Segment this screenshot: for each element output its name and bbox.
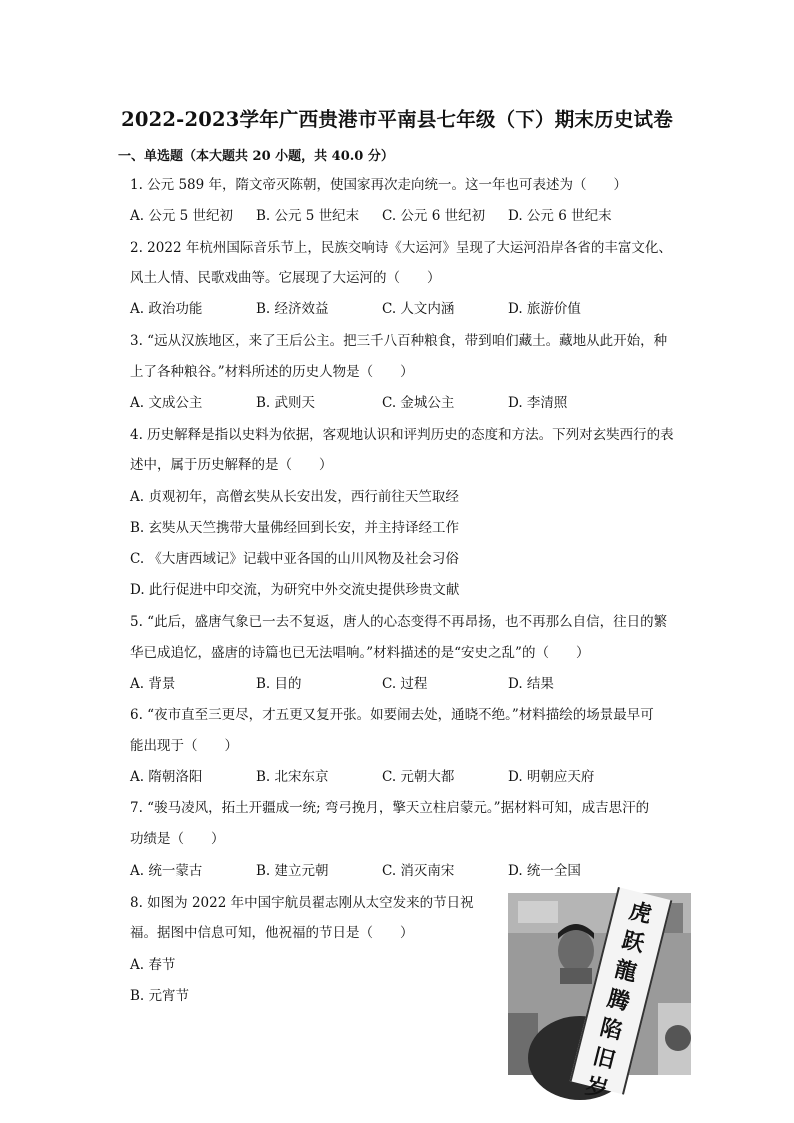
question-5-option-b[interactable]: B. 目的	[256, 676, 302, 692]
banner-char-6: 旧	[590, 1044, 618, 1074]
question-7-option-a[interactable]: A. 统一蒙古	[130, 863, 203, 879]
question-7-option-b[interactable]: B. 建立元朝	[256, 863, 329, 879]
question-2-stem-line-2: 风土人情、民歌戏曲等。它展现了大运河的（ ）	[130, 270, 441, 286]
question-7-option-c[interactable]: C. 消灭南宋	[382, 863, 455, 879]
question-6-stem-line-2: 能出现于（ ）	[130, 738, 238, 754]
question-5-option-a[interactable]: A. 背景	[130, 676, 176, 692]
question-7-option-d[interactable]: D. 统一全国	[508, 863, 581, 879]
question-5-stem-line-1: 5. “此后，盛唐气象已一去不复返，唐人的心态变得不再昂扬，也不再那么自信，往日的繁	[130, 614, 668, 630]
banner-char-3: 龍	[611, 957, 640, 987]
question-2-option-c[interactable]: C. 人文内涵	[382, 301, 455, 317]
banner-char-4: 腾	[604, 986, 633, 1016]
question-5-stem-line-2: 华已成追忆，盛唐的诗篇也已无法唱响。”材料描述的是“安史之乱”的（ ）	[130, 645, 590, 661]
question-7-stem-line-2: 功绩是（ ）	[130, 831, 225, 847]
page-title: 2022-2023学年广西贵港市平南县七年级（下）期末历史试卷	[121, 108, 673, 131]
question-6-option-a[interactable]: A. 隋朝洛阳	[130, 769, 203, 785]
banner-char-7: 岁	[582, 1073, 611, 1104]
question-3-option-c[interactable]: C. 金城公主	[382, 395, 455, 411]
question-1-option-a[interactable]: A. 公元 5 世纪初	[130, 208, 234, 224]
question-8-option-a[interactable]: A. 春节	[130, 957, 176, 973]
question-3-stem-line-2: 上了各种粮谷。”材料所述的历史人物是（ ）	[130, 364, 414, 380]
question-3-option-b[interactable]: B. 武则天	[256, 395, 316, 411]
question-6-option-c[interactable]: C. 元朝大都	[382, 769, 455, 785]
section-heading: 一、单选题（本大题共 20 小题，共 40.0 分）	[118, 149, 394, 164]
question-7-stem-line-1: 7. “骏马凌风，拓土开疆成一统; 弯弓挽月，擎天立柱启蒙元。”据材料可知，成吉思汗的	[130, 800, 650, 816]
question-4-option-b[interactable]: B. 玄奘从天竺携带大量佛经回到长安，并主持译经工作	[130, 520, 460, 536]
question-6-stem-line-1: 6. “夜市直至三更尽，才五更又复开张。如要闹去处，通晓不绝。”材料描绘的场景最早可	[130, 707, 654, 723]
question-4-option-a[interactable]: A. 贞观初年，高僧玄奘从长安出发，西行前往天竺取经	[130, 489, 459, 505]
question-4-stem-line-2: 述中，属于历史解释的是（ ）	[130, 457, 333, 473]
question-6-option-d[interactable]: D. 明朝应天府	[508, 769, 595, 785]
question-8-stem-line-2: 福。据图中信息可知，他祝福的节日是（ ）	[130, 925, 414, 941]
question-6-option-b[interactable]: B. 北宋东京	[256, 769, 329, 785]
question-8-stem-line-1: 8. 如图为 2022 年中国宇航员翟志刚从太空发来的节日祝	[130, 895, 474, 911]
question-3-option-d[interactable]: D. 李清照	[508, 395, 568, 411]
question-1-option-c[interactable]: C. 公元 6 世纪初	[382, 208, 486, 224]
question-1-option-b[interactable]: B. 公元 5 世纪末	[256, 208, 360, 224]
question-1-option-d[interactable]: D. 公元 6 世纪末	[508, 208, 612, 224]
question-5-option-d[interactable]: D. 结果	[508, 676, 554, 692]
question-2-option-a[interactable]: A. 政治功能	[130, 301, 203, 317]
banner-char-2: 跃	[619, 927, 647, 958]
astronaut-photo	[508, 893, 691, 1104]
question-3-option-a[interactable]: A. 文成公主	[130, 395, 203, 411]
question-5-option-c[interactable]: C. 过程	[382, 676, 428, 692]
banner-char-5: 陷	[597, 1015, 625, 1045]
question-2-option-b[interactable]: B. 经济效益	[256, 301, 329, 317]
question-3-stem-line-1: 3. “远从汉族地区，来了王后公主。把三千八百种粮食，带到咱们藏土。藏地从此开始，种	[130, 333, 668, 349]
question-4-stem-line-1: 4. 历史解释是指以史料为依据，客观地认识和评判历史的态度和方法。下列对玄奘西行的表	[130, 427, 674, 443]
banner-char-1: 虎	[626, 898, 654, 929]
question-2-option-d[interactable]: D. 旅游价值	[508, 301, 581, 317]
question-8-option-b[interactable]: B. 元宵节	[130, 988, 190, 1004]
question-1-stem: 1. 公元 589 年，隋文帝灭陈朝，使国家再次走向统一。这一年也可表述为（ ）	[130, 177, 628, 193]
question-4-option-d[interactable]: D. 此行促进中印交流，为研究中外交流史提供珍贵文献	[130, 582, 460, 598]
question-2-stem-line-1: 2. 2022 年杭州国际音乐节上，民族交响诗《大运河》呈现了大运河沿岸各省的丰富文化、	[130, 240, 672, 256]
question-4-option-c[interactable]: C. 《大唐西域记》记载中亚各国的山川风物及社会习俗	[130, 551, 459, 567]
